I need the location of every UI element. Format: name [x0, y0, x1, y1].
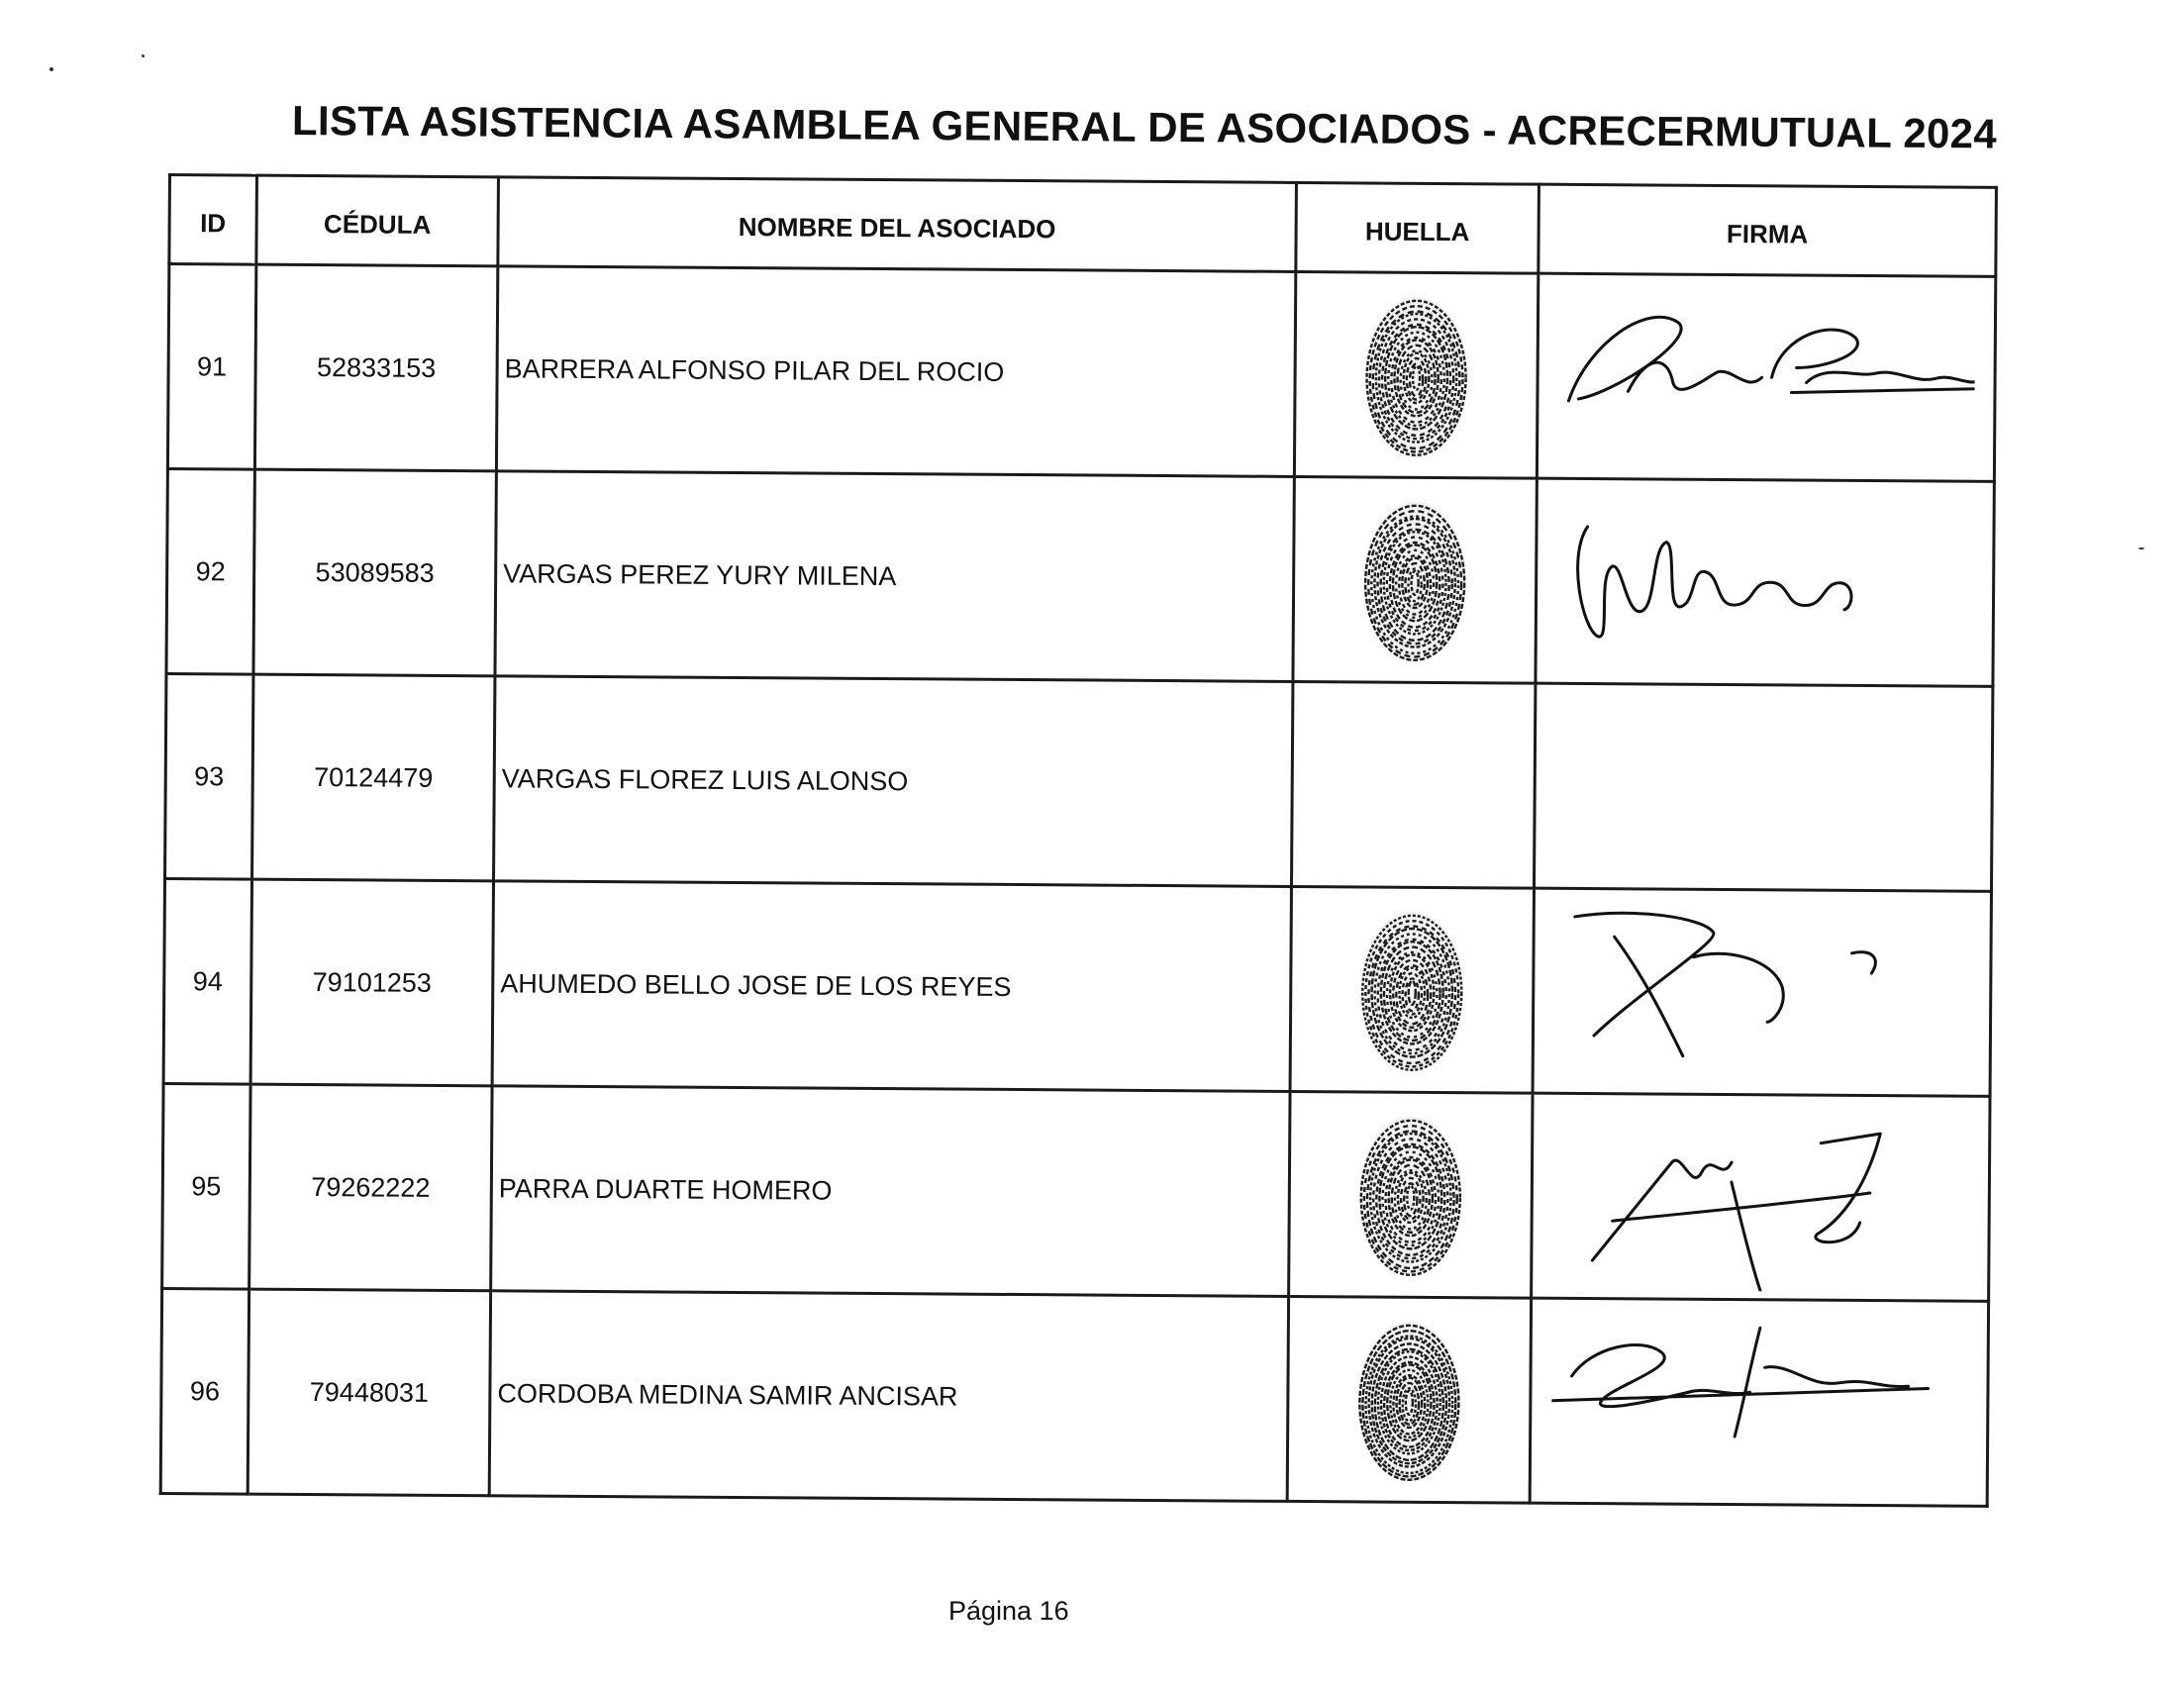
table-body	[160, 264, 1996, 1507]
cell-id: 92	[166, 469, 254, 675]
cell-member-name: PARRA DUARTE HOMERO	[491, 1086, 1290, 1297]
cell-signature	[1534, 683, 1992, 891]
cell-id: 96	[160, 1288, 248, 1494]
cell-fingerprint	[1287, 1296, 1531, 1503]
scan-speck	[142, 54, 145, 57]
document-title: LISTA ASISTENCIA ASAMBLEA GENERAL DE ASOCIADOS - ACRECERMUTUAL 2024	[291, 97, 1998, 157]
scan-speck	[2138, 547, 2144, 549]
fingerprint-image	[1352, 903, 1472, 1077]
cell-fingerprint	[1291, 681, 1535, 888]
cell-id: 94	[163, 878, 251, 1084]
table-row	[167, 264, 1995, 482]
attendance-sheet	[159, 173, 1995, 1493]
cell-signature	[1530, 1298, 1988, 1506]
cell-cedula: 53089583	[253, 469, 496, 676]
cell-member-name: VARGAS PEREZ YURY MILENA	[495, 471, 1294, 682]
cell-cedula: 79448031	[248, 1289, 490, 1496]
attendance-table	[159, 173, 1998, 1508]
page-number: Página 16	[948, 1596, 1069, 1626]
header-cedula: CÉDULA	[256, 175, 499, 266]
cell-cedula: 52833153	[254, 264, 497, 471]
cell-fingerprint	[1289, 1091, 1533, 1298]
handwritten-signature	[1552, 1102, 1969, 1293]
cell-signature	[1536, 478, 1994, 686]
cell-cedula: 79262222	[249, 1084, 492, 1291]
cell-id: 95	[162, 1083, 250, 1289]
table-row	[162, 1083, 1990, 1301]
table-row	[160, 1288, 1988, 1506]
table-header-row	[169, 175, 1997, 277]
header-signature: FIRMA	[1539, 184, 1997, 276]
fingerprint-image	[1355, 493, 1475, 667]
cell-signature	[1533, 888, 1991, 1096]
fingerprint-image	[1350, 1108, 1470, 1282]
cell-id: 93	[165, 673, 253, 879]
cell-id: 91	[167, 264, 255, 470]
cell-cedula: 79101253	[250, 879, 493, 1086]
scan-speck	[50, 67, 53, 71]
cell-fingerprint	[1293, 476, 1537, 683]
table-row	[165, 673, 1993, 891]
cell-cedula: 70124479	[252, 674, 495, 881]
cell-member-name: CORDOBA MEDINA SAMIR ANCISAR	[489, 1291, 1288, 1502]
fingerprint-image	[1356, 288, 1476, 462]
cell-member-name: BARRERA ALFONSO PILAR DEL ROCIO	[496, 266, 1295, 477]
handwritten-signature	[1550, 1307, 1967, 1498]
cell-member-name: VARGAS FLOREZ LUIS ALONSO	[494, 676, 1293, 887]
cell-member-name: AHUMEDO BELLO JOSE DE LOS REYES	[492, 881, 1291, 1092]
cell-fingerprint	[1290, 886, 1534, 1093]
cell-fingerprint	[1294, 271, 1538, 478]
table-row	[163, 878, 1991, 1096]
cell-signature	[1532, 1093, 1990, 1301]
handwritten-signature	[1557, 282, 1974, 473]
fingerprint-image	[1349, 1313, 1469, 1487]
handwritten-signature	[1556, 487, 1973, 678]
header-id: ID	[169, 175, 257, 265]
cell-signature	[1537, 273, 1995, 481]
header-name: NOMBRE DEL ASOCIADO	[498, 177, 1297, 272]
table-row	[166, 469, 1994, 687]
header-fingerprint: HUELLA	[1296, 182, 1539, 273]
handwritten-signature	[1553, 897, 1970, 1088]
